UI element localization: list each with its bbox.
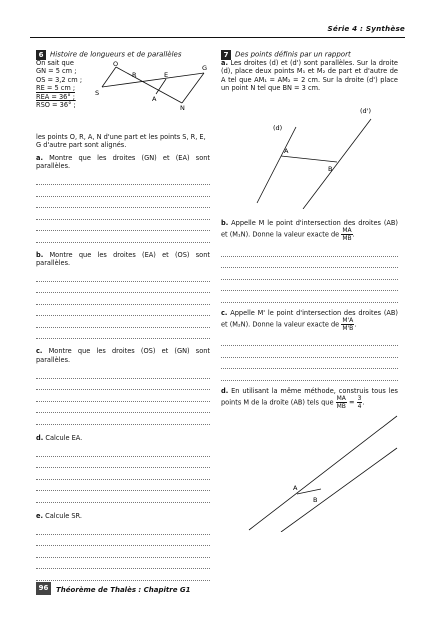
fraction-denominator: MB [342, 235, 352, 243]
figure-parallels-2 [221, 414, 398, 532]
answer-line[interactable] [36, 293, 210, 305]
question-letter: c. [36, 347, 43, 356]
fraction-denominator: 4 [357, 403, 362, 411]
answer-line[interactable] [36, 185, 210, 197]
given-line: RSO = 36° ; [36, 101, 76, 110]
answer-line[interactable] [36, 390, 210, 402]
answer-line[interactable] [36, 457, 210, 469]
answer-line[interactable] [36, 367, 210, 379]
exercise-7 [221, 44, 398, 532]
answer-line[interactable] [36, 270, 210, 282]
line-SG [102, 73, 204, 87]
fraction [336, 395, 347, 410]
answer-line[interactable] [36, 316, 210, 328]
question-text: Montre que les droites (OS) et (GN) sont parallèles. [36, 347, 210, 364]
answer-lines-b [36, 270, 210, 339]
answer-lines-e [36, 523, 210, 581]
given-rest: les points O, R, A, N d'une part et les points S, R, E, G d'autre part sont alignés. [36, 133, 206, 150]
figure-parallels-1 [221, 97, 398, 209]
question-letter: a. [221, 59, 228, 67]
line-dprime [303, 119, 371, 209]
question-c [36, 347, 210, 364]
sentence-end: . [362, 398, 365, 407]
answer-line[interactable] [36, 208, 210, 220]
fraction-numerator: MA [336, 395, 346, 403]
question-text: Les droites (d) et (d') sont parallèles. Sur la droite (d), place deux points M₁ et M₂ de part et d'autre de A tel que AM₁ = AM₂ = 2 cm. Sur la droite (d') place un point N tel que BN = 3 cm. [221, 59, 398, 93]
given-line: GN = 5 cm ; [36, 67, 77, 76]
answer-line[interactable] [36, 231, 210, 243]
question-d [36, 434, 210, 442]
sentence-end: . [354, 320, 357, 329]
fraction-numerator: 3 [357, 395, 362, 403]
segment-OS [102, 67, 116, 87]
exercise-title: Histoire de longueurs et de parallèles [50, 50, 182, 59]
given-block [36, 59, 210, 133]
answer-line[interactable] [36, 305, 210, 317]
chapter-footer: Théorème de Thalès : Chapitre G1 [56, 586, 191, 594]
question-e [36, 512, 210, 520]
question-letter: d. [221, 386, 229, 395]
figure-thales [94, 59, 210, 111]
sentence-end: . [352, 230, 355, 239]
answer-line[interactable] [36, 282, 210, 294]
label-O: O [113, 60, 119, 68]
answer-line[interactable] [36, 379, 210, 391]
answer-line[interactable] [36, 468, 210, 480]
answer-line[interactable] [221, 245, 398, 257]
answer-line[interactable] [36, 491, 210, 503]
question-letter: b. [36, 250, 44, 259]
label-B: B [328, 164, 333, 173]
answer-line[interactable] [36, 546, 210, 558]
answer-line[interactable] [221, 268, 398, 280]
answer-line[interactable] [221, 369, 398, 381]
label-A: A [293, 484, 298, 493]
answer-line[interactable] [221, 280, 398, 292]
question-letter: b. [221, 218, 229, 227]
answer-lines-a [36, 174, 210, 243]
question-letter: d. [36, 433, 44, 442]
question-d [221, 387, 398, 410]
question-text: Montre que les droites (GN) et (EA) sont parallèles. [36, 153, 210, 171]
answer-lines-b [221, 245, 398, 303]
answer-line[interactable] [221, 335, 398, 347]
question-letter: a. [36, 153, 43, 162]
exercise-number: 7 [221, 50, 231, 60]
answer-lines-c [221, 335, 398, 381]
exercise-6 [36, 44, 210, 581]
answer-line[interactable] [36, 413, 210, 425]
question-letter: e. [36, 511, 43, 520]
question-text: En utilisant la même méthode, construis tous les points M de la droite (AB) tels que [221, 386, 398, 407]
answer-line[interactable] [36, 445, 210, 457]
page-number: 96 [36, 582, 51, 595]
answer-lines-d [36, 445, 210, 503]
answer-line[interactable] [221, 346, 398, 358]
series-title: Série 4 : Synthèse [327, 24, 405, 33]
given-line: RE = 5 cm ; [36, 84, 76, 93]
fraction [341, 227, 352, 242]
question-text: Calcule EA. [45, 433, 83, 442]
exercise-title: Des points définis par un rapport [235, 50, 351, 59]
label-E: E [164, 71, 169, 79]
page-header [30, 24, 405, 38]
segment-GN [182, 73, 204, 103]
line-ON [116, 67, 182, 103]
label-A: A [284, 146, 289, 155]
question-text: Calcule SR. [45, 511, 82, 520]
label-R: R [132, 71, 137, 79]
fraction [341, 316, 357, 332]
exercise-6-heading [36, 44, 210, 59]
question-a [36, 154, 210, 171]
answer-lines-c [36, 367, 210, 425]
answer-line[interactable] [36, 197, 210, 209]
label-S: S [95, 89, 100, 97]
label-dprime: (d') [360, 106, 371, 115]
question-a [221, 59, 398, 93]
answer-line[interactable] [36, 220, 210, 232]
question-text: Appelle M le point d'intersection des droites (AB) et (M₁N). Donne la valeur exacte de [221, 218, 398, 239]
answer-line[interactable] [36, 328, 210, 340]
equals-sign: = [349, 398, 355, 407]
question-b [36, 251, 210, 268]
answer-line[interactable] [36, 480, 210, 492]
answer-line[interactable] [36, 402, 210, 414]
line-d [257, 127, 296, 203]
label-N: N [180, 104, 185, 111]
answer-line[interactable] [221, 291, 398, 303]
fraction-denominator: MB [336, 403, 346, 411]
question-c [221, 309, 398, 332]
answer-line[interactable] [36, 558, 210, 570]
answer-line[interactable] [221, 358, 398, 370]
line-upper [249, 416, 397, 530]
fraction-numerator: M'A [342, 316, 354, 324]
answer-line[interactable] [36, 174, 210, 186]
given-line: OS = 3,2 cm ; [36, 75, 83, 84]
question-letter: c. [221, 308, 228, 317]
fraction-numerator: MA [342, 227, 352, 235]
given-line: On sait que [36, 59, 74, 67]
label-d: (d) [273, 123, 283, 132]
question-b [221, 219, 398, 242]
question-text: Montre que les droites (EA) et (OS) sont parallèles. [36, 250, 210, 268]
label-A: A [152, 95, 157, 103]
answer-line[interactable] [36, 535, 210, 547]
answer-line[interactable] [36, 523, 210, 535]
answer-line[interactable] [36, 569, 210, 581]
label-G: G [202, 64, 208, 72]
exercise-7-heading [221, 44, 398, 59]
given-line: REA = 36° ; [36, 92, 75, 101]
label-B: B [313, 496, 318, 505]
fraction-denominator: M'B [342, 324, 354, 332]
exercise-number: 6 [36, 50, 46, 60]
segment-AB [281, 156, 337, 162]
answer-line[interactable] [221, 257, 398, 269]
question-text: Appelle M' le point d'intersection des droites (AB) et (M₂N). Donne la valeur exacte de [221, 308, 398, 329]
